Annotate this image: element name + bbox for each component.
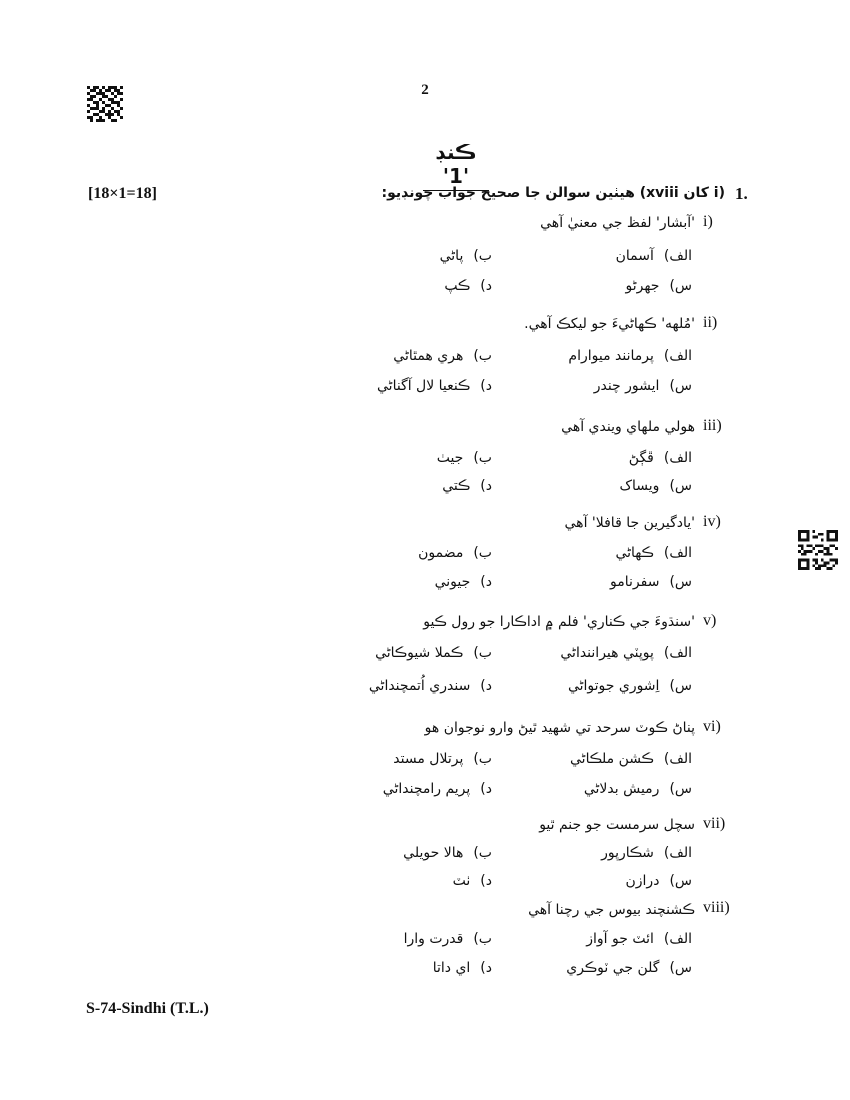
item-question-text: 'مُلهه' ڪهاڻيءَ جو ليکڪ آهي. <box>524 316 695 332</box>
option-text: ڦڳڻ <box>628 450 654 466</box>
option-b <box>404 931 492 947</box>
option-text: ڪشن ملڪاڻي <box>570 751 654 767</box>
option-label: ب) <box>473 751 492 767</box>
option-d <box>435 574 492 590</box>
option-label: د) <box>480 574 492 590</box>
option-text: پريم رامچنداڻي <box>382 781 471 797</box>
option-d <box>453 873 492 889</box>
question-number: 1. <box>735 184 748 203</box>
item-question-text: پناڻ ڪوٽ سرحد تي شهيد ٿيڻ وارو نوجوان هو <box>424 720 695 736</box>
option-text: ڪملا شيوڪاڻي <box>375 645 464 661</box>
option-text: ڪهاڻي <box>615 545 654 561</box>
option-label: الف) <box>663 845 692 861</box>
qr-code-side <box>798 530 838 570</box>
option-c <box>626 873 693 889</box>
option-label: ب) <box>473 931 492 947</box>
item-number: v) <box>703 612 717 629</box>
option-a <box>616 248 692 264</box>
option-c <box>619 478 692 494</box>
option-text: پرتلال مستد <box>393 751 464 767</box>
option-c <box>610 574 692 590</box>
option-b <box>393 751 492 767</box>
option-text: ڪنعيا لال آگناڻي <box>377 378 471 394</box>
option-b <box>418 545 492 561</box>
option-text: رميش بدلاڻي <box>583 781 660 797</box>
option-a <box>560 645 692 661</box>
item-number: ii) <box>703 314 718 331</box>
option-text: ايشور چندر <box>593 378 660 394</box>
option-label: د) <box>480 873 492 889</box>
page-number: 2 <box>421 82 429 98</box>
option-text: جيوني <box>434 574 471 590</box>
option-label: د) <box>480 278 492 294</box>
item-question-text: 'يادگيرين جا قافلا' آهي <box>564 515 695 531</box>
question-marks: [18×1=18] <box>88 185 157 202</box>
item-number: viii) <box>703 899 730 916</box>
option-text: سفرنامو <box>610 574 660 590</box>
option-label: س) <box>669 278 692 294</box>
option-text: مضمون <box>418 545 464 561</box>
question-instruction: (i کان xviii) هيٺين سوالن جا صحيح جواب چونڊيو: <box>381 185 725 201</box>
option-label: ب) <box>473 348 492 364</box>
option-d <box>383 781 492 797</box>
option-c <box>568 678 692 694</box>
option-label: الف) <box>663 545 692 561</box>
option-text: اي داتا <box>432 960 471 976</box>
option-text: آسمان <box>615 248 654 264</box>
option-label: الف) <box>663 645 692 661</box>
option-d <box>433 960 492 976</box>
option-text: هري همٿاڻي <box>393 348 464 364</box>
option-label: الف) <box>663 348 692 364</box>
option-text: قدرت وارا <box>403 931 464 947</box>
section-title: ڪنڊ '1' <box>423 140 489 191</box>
option-label: س) <box>669 378 692 394</box>
item-question-text: 'آبشار' لفظ جي معنيٰ آهي <box>540 215 695 231</box>
option-label: س) <box>669 574 692 590</box>
option-text: ويساک <box>619 478 660 494</box>
option-label: ب) <box>473 845 492 861</box>
option-label: ب) <box>473 545 492 561</box>
option-label: د) <box>480 378 492 394</box>
option-d <box>444 278 492 294</box>
option-label: ب) <box>473 645 492 661</box>
option-text: اِشوري جوتواڻي <box>567 678 660 694</box>
option-c <box>584 781 692 797</box>
item-question-text: سچل سرمست جو جنم ٿيو <box>539 817 695 833</box>
option-text: پوپٽي هيراننداڻي <box>560 645 654 661</box>
option-d <box>442 478 492 494</box>
footer-code: S-74-Sindhi (T.L.) <box>86 1000 209 1017</box>
option-label: الف) <box>663 248 692 264</box>
option-text: گلن جي ٽوڪري <box>566 960 660 976</box>
option-label: د) <box>480 678 492 694</box>
option-c <box>566 960 692 976</box>
option-text: سندري اُتمچنداڻي <box>368 678 471 694</box>
option-text: پرمانند ميوارام <box>568 348 654 364</box>
option-text: شڪارپور <box>601 845 654 861</box>
option-b <box>440 248 492 264</box>
item-number: vii) <box>703 815 726 832</box>
item-question-text: ڪشنچند بيوس جي رچنا آهي <box>528 902 695 918</box>
option-label: ب) <box>473 450 492 466</box>
item-number: iv) <box>703 513 721 530</box>
option-c <box>594 378 692 394</box>
option-label: الف) <box>663 450 692 466</box>
option-label: د) <box>480 781 492 797</box>
item-number: i) <box>703 213 713 230</box>
option-text: جهرڻو <box>625 278 660 294</box>
option-text: جيٺ <box>436 450 464 466</box>
item-question-text: هولي ملهاي ويندي آهي <box>561 419 695 435</box>
option-d <box>377 378 492 394</box>
option-label: س) <box>669 960 692 976</box>
option-label: الف) <box>663 931 692 947</box>
item-question-text: 'سنڌوءَ جي ڪناري' فلم ۾ اداڪارا جو رول ڪيو <box>423 614 695 630</box>
option-text: پاڻي <box>439 248 464 264</box>
option-label: الف) <box>663 751 692 767</box>
item-number: vi) <box>703 718 721 735</box>
option-text: ڪپ <box>444 278 471 294</box>
option-text: هالا حويلي <box>403 845 464 861</box>
option-label: د) <box>480 478 492 494</box>
option-label: س) <box>669 781 692 797</box>
option-a <box>601 845 692 861</box>
option-text: ڪتي <box>442 478 471 494</box>
option-text: ائٽ جو آواز <box>586 931 654 947</box>
option-text: درازن <box>625 873 660 889</box>
option-label: ب) <box>473 248 492 264</box>
option-b <box>437 450 492 466</box>
option-label: د) <box>480 960 492 976</box>
option-b <box>393 348 492 364</box>
item-number: iii) <box>703 417 722 434</box>
option-label: س) <box>669 478 692 494</box>
option-a <box>629 450 692 466</box>
option-a <box>586 931 692 947</box>
option-d <box>369 678 492 694</box>
option-b <box>403 845 492 861</box>
option-b <box>375 645 492 661</box>
option-a <box>570 751 692 767</box>
option-a <box>615 545 692 561</box>
option-label: س) <box>669 873 692 889</box>
option-c <box>625 278 692 294</box>
option-a <box>568 348 692 364</box>
option-label: س) <box>669 678 692 694</box>
option-text: ٺٽ <box>452 873 471 889</box>
